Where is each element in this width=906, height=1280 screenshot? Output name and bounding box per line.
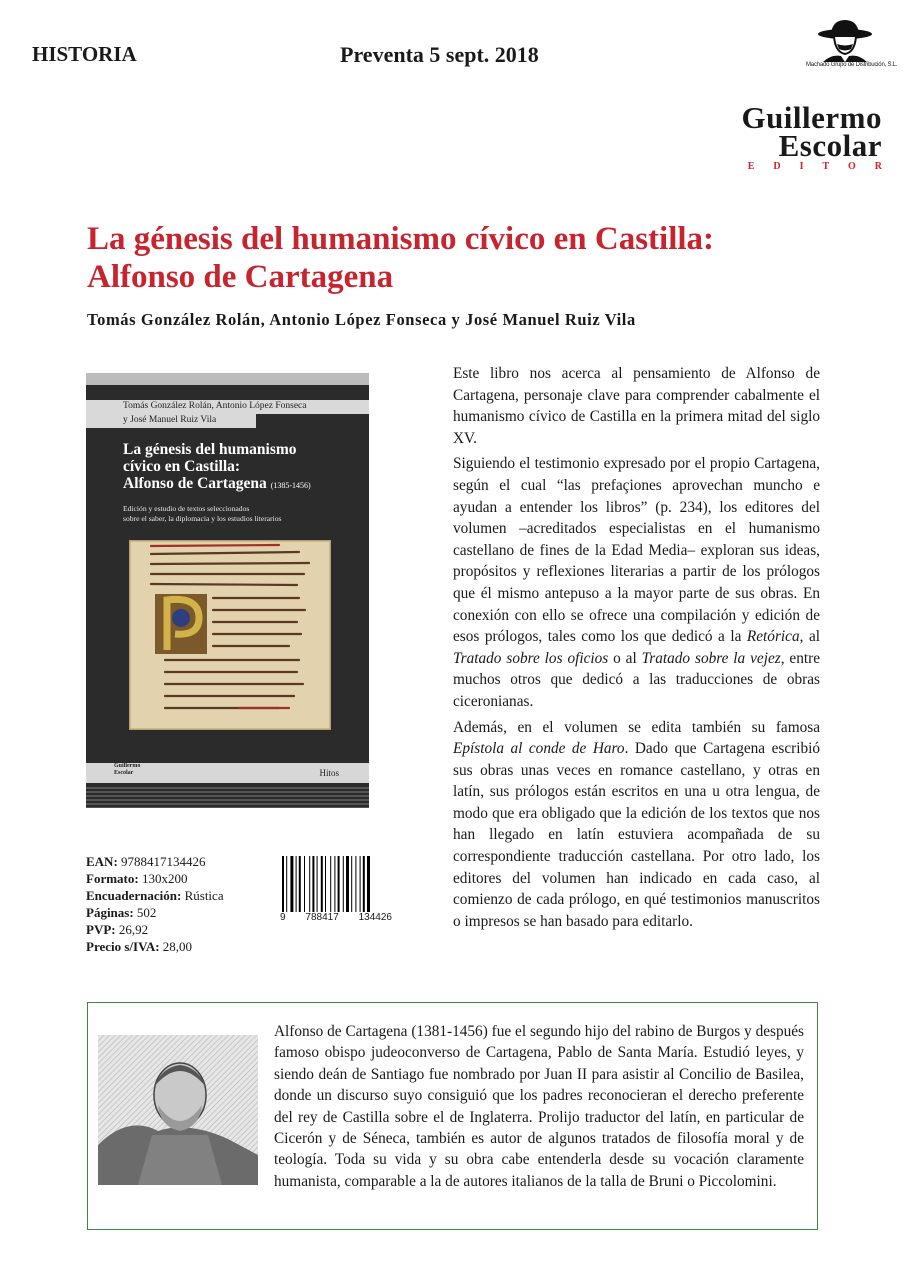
spec-binding-value: Rústica xyxy=(184,888,224,903)
barcode-bar xyxy=(290,856,293,912)
description-paragraph-1: Este libro nos acerca al pensamiento de Alfonso de Cartagena, personaje clave para comprender cabalmente el humanismo cívico de Castilla en la primera mitad del siglo XV. xyxy=(453,365,820,447)
book-title-line2: Alfonso de Cartagena xyxy=(87,259,394,295)
description-p2-text-d: , entre muchos otros que dedicó a las traducciones de obras ciceronianas. xyxy=(453,649,820,710)
spec-pvp xyxy=(86,921,224,938)
description-paragraph-3 xyxy=(453,717,820,933)
book-description xyxy=(453,363,820,936)
spec-format-label: Formato: xyxy=(86,871,139,886)
cover-top-band xyxy=(86,373,369,385)
spec-format-value: 130x200 xyxy=(141,871,188,886)
barcode-bar xyxy=(343,856,344,912)
barcode-bar xyxy=(351,856,352,912)
barcode-bar xyxy=(321,856,323,912)
barcode-bar xyxy=(367,856,370,912)
description-p3-italic-1: Epístola al conde de Haro xyxy=(453,740,625,758)
book-cover xyxy=(86,373,369,808)
cover-authors-line2 xyxy=(86,414,256,428)
description-p2-text-c: o al xyxy=(608,649,642,667)
spec-format xyxy=(86,870,224,887)
cover-dates: (1385-1456) xyxy=(270,481,311,490)
cover-stripes xyxy=(86,787,369,808)
book-title-line1: La génesis del humanismo cívico en Castilla: xyxy=(87,221,715,257)
distributor-logo xyxy=(806,18,898,68)
barcode-bar xyxy=(312,856,314,912)
barcode-bar xyxy=(317,856,318,912)
barcode-bar xyxy=(299,856,301,912)
cover-authors-line1-text: Tomás González Rolán, Antonio López Fonseca xyxy=(123,401,307,411)
spec-binding-label: Encuadernación: xyxy=(86,888,182,903)
barcode-bar xyxy=(330,856,331,912)
cover-title-line3: Alfonso de Cartagena xyxy=(123,475,267,492)
book-authors: Tomás González Rolán, Antonio López Fonseca y José Manuel Ruiz Vila xyxy=(87,310,636,329)
barcode-digits xyxy=(280,912,392,923)
cover-subtitle-line1: Edición y estudio de textos seleccionados xyxy=(123,504,250,513)
description-paragraph-2 xyxy=(453,453,820,712)
barcode xyxy=(280,856,392,926)
description-p2-text-a: Siguiendo el testimonio expresado por el propio Cartagena, según el cual “las prefaçiones aprovechan muncho e ayudan a entender los libros” (p. 234), los editores del volumen –acreditados especialistas en el humanismo castellano de fines de la Edad Media– exploran sus ideas, propósitos y reflexiones literarias a partir de los prólogos que él mismo antepuso a la mayor parte de sus obras. En conexión con ello se ofrece una compilación y edición de esos prólogos, tales como los que dedicó a la xyxy=(453,455,820,646)
barcode-digit-first: 9 xyxy=(280,912,286,923)
barcode-bar xyxy=(346,856,349,912)
barcode-bar xyxy=(304,856,305,912)
cover-title-line1: La génesis del humanismo xyxy=(123,441,297,458)
cover-logo-line1: Guillermo xyxy=(114,763,141,769)
barcode-bar xyxy=(363,856,365,912)
publisher-logo xyxy=(682,100,901,172)
description-p2-italic-2: Tratado sobre los oficios xyxy=(453,649,609,667)
author-portrait xyxy=(98,1035,258,1185)
book-title xyxy=(87,220,847,296)
spec-ean-value: 9788417134426 xyxy=(121,854,206,869)
cover-authors-line1 xyxy=(86,400,369,414)
spec-pages-label: Páginas: xyxy=(86,905,134,920)
barcode-bar xyxy=(282,856,284,912)
publisher-name-last: Escolar xyxy=(778,128,882,163)
spec-price-label: Precio s/IVA: xyxy=(86,939,160,954)
spec-pvp-label: PVP: xyxy=(86,922,116,937)
cover-subtitle xyxy=(123,504,363,524)
distributor-name: Machado Grupo de Distribución, S.L. xyxy=(806,62,898,68)
barcode-digits-left: 788417 xyxy=(305,912,339,923)
publisher-name-first: Guillermo xyxy=(741,100,882,135)
cover-title xyxy=(123,441,363,494)
cover-publisher-logo xyxy=(114,763,140,777)
description-p3-text-b: . Dado que Cartagena escribió sus obras unas veces en romance castellano, y otras en latín, sus prólogos están escritos en una u otra lengua, de modo que era obligado que la edición de los textos que nos han llegado en latín estuviera acompañada de su correspondiente traducción castellana. Por otro lado, los editores del volumen han indicado en cada caso, al comienzo de cada prólogo, en qué testimonios manuscritos o impresos se han basado para editarlo. xyxy=(453,740,820,930)
spec-binding xyxy=(86,887,224,904)
spec-price xyxy=(86,938,224,955)
manuscript-image xyxy=(129,540,331,730)
description-p2-text-b: , al xyxy=(799,628,820,646)
barcode-bar xyxy=(296,856,297,912)
section-label: HISTORIA xyxy=(32,42,137,66)
barcode-bar xyxy=(286,856,287,912)
barcode-bar xyxy=(360,856,361,912)
presale-date: Preventa 5 sept. 2018 xyxy=(340,42,539,67)
barcode-bar xyxy=(325,856,326,912)
barcode-digits-right: 134426 xyxy=(358,912,392,923)
author-bio-box xyxy=(87,1002,818,1230)
description-p2-italic-1: Retórica xyxy=(746,628,800,646)
cover-title-line2: cívico en Castilla: xyxy=(123,458,241,475)
portrait-engraving-icon xyxy=(98,1035,258,1185)
cover-authors-line2-text: y José Manuel Ruiz Vila xyxy=(123,415,217,425)
barcode-bar xyxy=(309,856,310,912)
cover-logo-line2: Escolar xyxy=(114,770,134,776)
spec-ean-label: EAN: xyxy=(86,854,118,869)
publisher-editor-label: EDITOR xyxy=(747,161,901,172)
description-p3-text-a: Además, en el volumen se edita también su famosa xyxy=(453,718,820,736)
barcode-bar xyxy=(355,856,356,912)
spec-pages-value: 502 xyxy=(136,905,157,920)
spec-price-value: 28,00 xyxy=(162,939,193,954)
description-p2-italic-3: Tratado sobre la vejez xyxy=(641,649,781,667)
manuscript-page-icon xyxy=(129,540,331,730)
cover-series: Hitos xyxy=(319,768,339,778)
spec-ean xyxy=(86,853,224,870)
barcode-bar xyxy=(338,856,340,912)
barcode-bars-icon xyxy=(280,856,392,912)
hat-man-icon xyxy=(817,18,873,62)
spec-pvp-value: 26,92 xyxy=(118,922,149,937)
book-specs xyxy=(86,853,224,955)
cover-subtitle-line2: sobre el saber, la diplomacia y los estudios literarios xyxy=(123,514,282,523)
barcode-bar xyxy=(334,856,335,912)
spec-pages xyxy=(86,904,224,921)
author-bio-text: Alfonso de Cartagena (1381-1456) fue el segundo hijo del rabino de Burgos y después famoso obispo judeoconverso de Cartagena, Pablo de Santa María. Estudió leyes, y siendo deán de Santiago fue nombrado por Juan II para asistir al Concilio de Basilea, donde un discurso suyo consiguió que los padres reconocieran el derecho preferente del rey de Castilla sobre el de Inglaterra. Prolijo traductor del latín, en particular de Cicerón y de Séneca, también es autor de algunos tratados de filosofía moral y de teología. Toda su vida y su obra cabe entenderla desde su vocación claramente humanista, comparable a la de autores italianos de la talla de Bruni o Piccolomini. xyxy=(274,1023,804,1190)
